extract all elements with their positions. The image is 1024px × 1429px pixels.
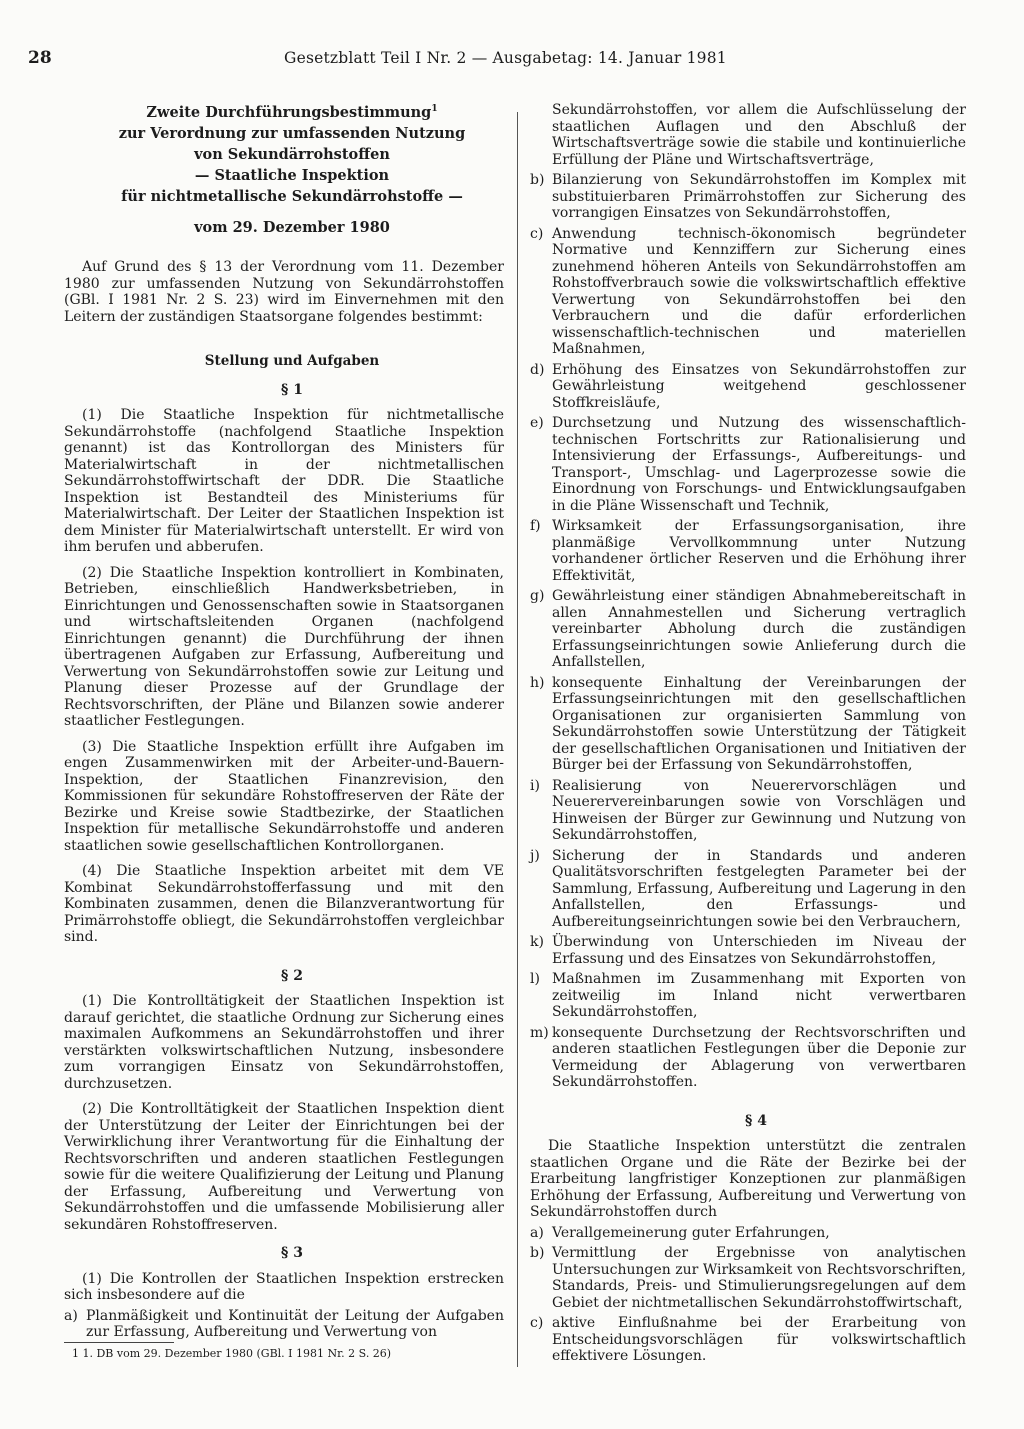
list-marker: d) bbox=[530, 361, 545, 378]
footnote: 1 1. DB vom 29. Dezember 1980 (GBl. I 1981 Nr. 2 S. 26) bbox=[72, 1347, 392, 1360]
footnote-mark: 1 bbox=[431, 104, 438, 115]
list-item bbox=[530, 1025, 966, 1091]
list-marker: m) bbox=[530, 1024, 549, 1041]
list-marker: g) bbox=[530, 588, 545, 604]
list-item bbox=[530, 362, 966, 412]
paragraph: (2) Die Staatliche Inspektion kontrolliert in Kombinaten, Betrieben, einschließlich Handwerksbetrieben, in Einrichtungen und Genossenschaften sowie in Staatsorganen und wirtschaftsleitenden Organen (nachfolgend Einrichtungen genannt) die Durchführung der ihnen übertragenen Aufgaben zur Erfassung, Aufbereitung und Verwertung von Sekundärrohstoffen sowie zur Leitung und Planung dieser Prozesse auf der Grundlage der Rechtsvorschriften, der Pläne und Bilanzen sowie anderer staatlicher Festlegungen. bbox=[64, 564, 504, 729]
right-column bbox=[530, 102, 966, 1365]
title-line: — Staatliche Inspektion bbox=[194, 167, 390, 184]
list-marker: k) bbox=[530, 934, 544, 950]
column-divider bbox=[517, 112, 518, 1367]
footnote-rule bbox=[64, 1342, 174, 1343]
list-item bbox=[530, 226, 966, 358]
list-item bbox=[530, 1315, 966, 1365]
list-marker: b) bbox=[530, 172, 545, 188]
left-column bbox=[64, 102, 504, 1341]
list-marker: j) bbox=[530, 847, 540, 864]
list-text: Maßnahmen im Zusammenhang mit Exporten von zeitweilig im Inland nicht verwertbaren Sekundärrohstoffen, bbox=[552, 971, 966, 1020]
inspection-list bbox=[530, 172, 966, 1091]
running-head: Gesetzblatt Teil I Nr. 2 — Ausgabetag: 14. Januar 1981 bbox=[284, 49, 727, 67]
title-date: vom 29. Dezember 1980 bbox=[194, 219, 390, 236]
list-text: Realisierung von Neuerervorschlägen und Neuerervereinbarungen sowie von Vorschlägen und Hinweisen der Bürger zur Gewinnung und Nutzung von Sekundärrohstoffen, bbox=[552, 777, 966, 843]
list-text: Anwendung technisch-ökonomisch begründeter Normative und Kennziffern zur Sicherung eines zunehmend höheren Anteils von Sekundärrohstoffen am Rohstoffverbrauch sowie die volkswirtschaftlich effektive Verwertung von Sekundärrohstoffen bei den Verbrauchern und die dafür erforderlichen wissenschaftlich-technischen und materiellen Maßnahmen, bbox=[552, 225, 966, 357]
list-item-continuation: Sekundärrohstoffen, vor allem die Aufschlüsselung der staatlichen Auflagen und den Abschluß der Wirtschaftsverträge sowie die stabile und kontinuierliche Erfüllung der Pläne und Wirtschaftsverträge, bbox=[552, 102, 966, 168]
paragraph: Die Staatliche Inspektion unterstützt die zentralen staatlichen Organe und die Räte der Bezirke bei der Erarbeitung langfristiger Konzeptionen zur planmäßigen Erhöhung der Erfassung, Aufbereitung und Verwertung von Sekundärrohstoffen durch bbox=[530, 1138, 966, 1220]
document-title bbox=[64, 102, 504, 238]
paragraph: (1) Die Kontrolltätigkeit der Staatlichen Inspektion ist darauf gerichtet, die staatliche Ordnung zur Sicherung eines maximalen Aufkommens an Sekundärrohstoffen und ihrer verstärkten volkswirtschaftlichen Nutzung, insbesondere zum vorrangigen Einsatz von Sekundärrohstoffen, durchzusetzen. bbox=[64, 993, 504, 1092]
list-item bbox=[530, 778, 966, 844]
measures-list bbox=[530, 1225, 966, 1365]
list-text: Gewährleistung einer ständigen Abnahmebereitschaft in allen Annahmestellen und Sicherung vertraglich vereinbarter Abholung durch die zuständigen Erfassungseinrichtungen sowie Anlieferung durch die Anfallstellen, bbox=[552, 588, 966, 670]
list-marker: a) bbox=[64, 1307, 78, 1324]
paragraph: (1) Die Staatliche Inspektion für nichtmetallische Sekundärrohstoffe (nachfolgend Staatliche Inspektion genannt) ist das Kontrollorgan des Ministers für Materialwirtschaft in der nichtmetallischen Sekundärrohstoffwirtschaft der DDR. Die Staatliche Inspektion ist Bestandteil des Ministeriums für Materialwirtschaft. Der Leiter der Staatlichen Inspektion ist dem Minister für Materialwirtschaft unterstellt. Er wird von ihm berufen und abberufen. bbox=[64, 407, 504, 555]
paragraph-mark-4: § 4 bbox=[745, 1112, 767, 1129]
list-item bbox=[530, 415, 966, 514]
paragraph: (1) Die Kontrollen der Staatlichen Inspektion erstrecken sich insbesondere auf die bbox=[64, 1270, 504, 1303]
paragraph: (2) Die Kontrolltätigkeit der Staatlichen Inspektion dient der Unterstützung der Leiter der Einrichtungen bei der Verwirklichung ihrer Verantwortung für die Einhaltung der Rechtsvorschriften und anderen staatlichen Festlegungen sowie für die weitere Qualifizierung der Leitung und Planung der Erfassung, Aufbereitung und Verwertung von Sekundärrohstoffen und die umfassende Mobilisierung aller sekundären Rohstoffreserven. bbox=[64, 1101, 504, 1233]
list-marker: c) bbox=[530, 225, 544, 242]
list-item bbox=[530, 172, 966, 222]
list-marker: i) bbox=[530, 777, 540, 794]
list-text: konsequente Durchsetzung der Rechtsvorschriften und anderen staatlichen Festlegungen über die Deponie zur Vermeidung der Ablagerung von verwertbaren Sekundärrohstoffen. bbox=[552, 1024, 966, 1090]
list-text: Planmäßigkeit und Kontinuität der Leitung der Aufgaben zur Erfassung, Aufbereitung und Verwertung von bbox=[86, 1307, 504, 1340]
page-number: 28 bbox=[28, 48, 52, 68]
list-item bbox=[530, 1245, 966, 1311]
list-marker: c) bbox=[530, 1315, 544, 1331]
paragraph-mark-1: § 1 bbox=[281, 381, 303, 398]
paragraph-mark-3: § 3 bbox=[281, 1245, 303, 1261]
paragraph: (4) Die Staatliche Inspektion arbeitet mit dem VE Kombinat Sekundärrohstofferfassung und mit den Kombinaten zusammen, denen die Bilanzverantwortung für Primärrohstoffe obliegt, die Sekundärrohstoffen vergleichbar sind. bbox=[64, 863, 504, 945]
paragraph: (3) Die Staatliche Inspektion erfüllt ihre Aufgaben im engen Zusammenwirken mit der Arbeiter-und-Bauern-Inspektion, der Staatlichen Finanzrevision, den Kommissionen für sekundäre Rohstoffreserven der Räte der Bezirke und Kreise sowie Stadtbezirke, der Staatlichen Inspektion für metallische Sekundärrohstoffe und anderen staatlichen sowie gesellschaftlichen Kontrollorganen. bbox=[64, 738, 504, 854]
list-text: Erhöhung des Einsatzes von Sekundärrohstoffen zur Gewährleistung weitgehend geschlossener Stoffkreisläufe, bbox=[552, 361, 966, 411]
list-text: Verallgemeinerung guter Erfahrungen, bbox=[552, 1224, 830, 1241]
list-item bbox=[530, 588, 966, 671]
list-text: Bilanzierung von Sekundärrohstoffen im Komplex mit substituierbaren Primärrohstoffen zur Sicherung des vorrangigen Einsatzes von Sekundärrohstoffen, bbox=[552, 172, 966, 221]
title-line: für nichtmetallische Sekundärrohstoffe — bbox=[121, 188, 463, 205]
list-text: Überwindung von Unterschieden im Niveau der Erfassung und des Einsatzes von Sekundärrohstoffen, bbox=[552, 934, 966, 967]
list-marker: l) bbox=[530, 971, 540, 987]
intro-paragraph: Auf Grund des § 13 der Verordnung vom 11. Dezember 1980 zur umfassenden Nutzung von Sekundärrohstoffen (GBl. I 1981 Nr. 2 S. 23) wird im Einvernehmen mit den Leitern der zuständigen Staatsorgane folgendes bestimmt: bbox=[64, 259, 504, 325]
title-line: Zweite Durchführungsbestimmung$^1$ bbox=[146, 104, 438, 121]
list-item bbox=[530, 971, 966, 1021]
list-text: aktive Einflußnahme bei der Erarbeitung von Entscheidungsvorschlägen für volkswirtschaftlich effektivere Lösungen. bbox=[552, 1315, 966, 1364]
list-marker: h) bbox=[530, 674, 545, 691]
list-item bbox=[530, 675, 966, 774]
list-text: konsequente Einhaltung der Vereinbarungen der Erfassungseinrichtungen mit den gesellschaftlichen Organisationen zur organisierten Sammlung von Sekundärrohstoffen sowie Unterstützung der Tätigkeit der gesellschaftlichen Organisationen und Initiativen der Bürger bei der Erfassung von Sekundärrohstoffen, bbox=[552, 674, 966, 773]
page-header bbox=[0, 46, 1024, 74]
list-text: Durchsetzung und Nutzung des wissenschaftlich-technischen Fortschritts zur Rationalisierung und Intensivierung der Erfassungs-, Aufbereitungs- und Transport-, Umschlag- und Lagerprozesse sowie die Einordnung von Forschungs- und Entwicklungsaufgaben in die Pläne Wissenschaft und Technik, bbox=[552, 415, 966, 514]
list-marker: f) bbox=[530, 518, 541, 534]
list-item bbox=[64, 1308, 504, 1341]
list-item bbox=[530, 848, 966, 931]
list-item bbox=[530, 1225, 966, 1242]
list-marker: e) bbox=[530, 415, 544, 431]
title-line: zur Verordnung zur umfassenden Nutzung bbox=[118, 125, 466, 142]
paragraph-mark-2: § 2 bbox=[281, 967, 303, 984]
list-marker: b) bbox=[530, 1245, 545, 1261]
section-heading: Stellung und Aufgaben bbox=[204, 353, 380, 369]
title-line: von Sekundärrohstoffen bbox=[194, 146, 390, 163]
list-text: Vermittlung der Ergebnisse von analytischen Untersuchungen zur Wirksamkeit von Rechtsvorschriften, Standards, Preis- und Stimulierungsregelungen auf dem Gebiet der nichtmetallischen Sekundärrohstoffwirtschaft, bbox=[552, 1245, 966, 1311]
list-item bbox=[530, 518, 966, 584]
list-text: Sicherung der in Standards und anderen Qualitätsvorschriften festgelegten Parameter bei der Sammlung, Erfassung, Aufbereitung und Lagerung in den Anfallstellen, den Erfassungs- und Aufbereitungseinrichtungen sowie bei den Verbrauchern, bbox=[552, 847, 966, 930]
list-text: Wirksamkeit der Erfassungsorganisation, ihre planmäßige Vervollkommnung unter Nutzung vorhandener örtlicher Reserven und die Erhöhung ihrer Effektivität, bbox=[552, 518, 966, 584]
list-item bbox=[530, 934, 966, 967]
list-marker: a) bbox=[530, 1224, 544, 1241]
